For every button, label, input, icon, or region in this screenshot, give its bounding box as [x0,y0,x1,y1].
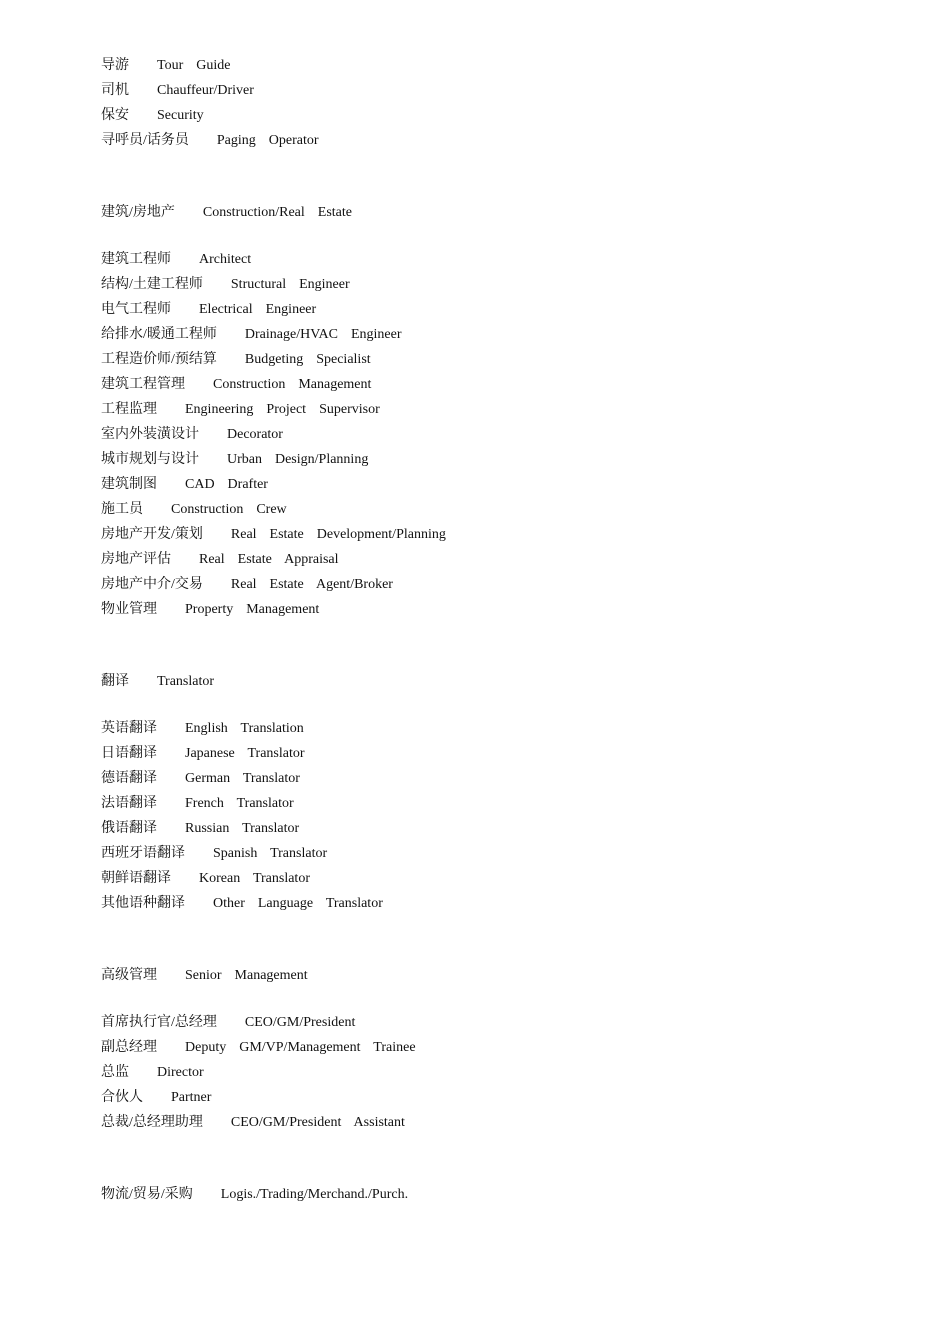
term-zh: 总监 [101,1065,129,1080]
term-row [101,247,950,272]
heading-zh: 翻译 [101,674,129,689]
term-zh: 合伙人 [101,1090,143,1105]
term-zh: 德语翻译 [101,771,157,786]
term-en: Russian Translator [185,821,300,836]
term-en: CAD Drafter [185,477,268,492]
term-en: Tour Guide [157,58,231,73]
term-zh: 电气工程师 [101,302,171,317]
term-zh: 城市规划与设计 [101,452,199,467]
term-en: CEO/GM/President [244,1015,356,1030]
heading-spacer [101,694,950,716]
term-row [101,597,950,622]
term-en: Deputy GM/VP/Management Trainee [185,1040,416,1055]
term-zh: 建筑工程管理 [101,377,185,392]
section-senior-management [101,963,950,1135]
term-en: Spanish Translator [213,846,328,861]
heading-zh: 高级管理 [101,968,157,983]
section-spacer [101,153,950,200]
heading-zh: 建筑/房地产 [101,205,175,220]
term-en: Engineering Project Supervisor [185,402,380,417]
term-zh: 给排水/暖通工程师 [101,327,217,342]
heading-spacer [101,988,950,1010]
term-zh: 首席执行官/总经理 [101,1015,217,1030]
term-row [101,53,950,78]
term-row [101,272,950,297]
section-heading [101,963,950,988]
term-en: Property Management [185,602,320,617]
term-row [101,841,950,866]
term-row [101,1085,950,1110]
term-row [101,741,950,766]
term-en: Architect [199,252,252,267]
term-row [101,716,950,741]
term-en: Chauffeur/Driver [157,83,254,98]
term-row [101,891,950,916]
section-service [101,53,950,153]
term-row [101,128,950,153]
term-zh: 工程造价师/预结算 [101,352,217,367]
term-en: Real Estate Agent/Broker [230,577,393,592]
term-zh: 结构/土建工程师 [101,277,203,292]
term-zh: 房地产开发/策划 [101,527,203,542]
term-row [101,497,950,522]
heading-en: Senior Management [185,968,308,983]
term-en: Construction Crew [171,502,287,517]
term-en: Paging Operator [216,133,319,148]
term-zh: 寻呼员/话务员 [101,133,189,148]
term-en: Budgeting Specialist [244,352,371,367]
term-en: Partner [171,1090,212,1105]
term-en: CEO/GM/President Assistant [230,1115,405,1130]
term-zh: 司机 [101,83,129,98]
term-en: Structural Engineer [230,277,350,292]
term-zh: 总裁/总经理助理 [101,1115,203,1130]
term-zh: 俄语翻译 [101,821,157,836]
term-row [101,103,950,128]
heading-en: Translator [157,674,215,689]
term-row [101,522,950,547]
heading-spacer [101,225,950,247]
term-zh: 物业管理 [101,602,157,617]
term-row [101,1010,950,1035]
term-zh: 朝鲜语翻译 [101,871,171,886]
term-zh: 室内外装潢设计 [101,427,199,442]
term-row [101,572,950,597]
section-translator [101,669,950,916]
term-zh: 建筑工程师 [101,252,171,267]
section-spacer [101,622,950,669]
term-en: Decorator [227,427,283,442]
term-en: Drainage/HVAC Engineer [244,327,402,342]
term-row [101,866,950,891]
term-zh: 副总经理 [101,1040,157,1055]
term-en: French Translator [185,796,294,811]
term-row [101,422,950,447]
term-row [101,816,950,841]
term-zh: 西班牙语翻译 [101,846,185,861]
term-row [101,322,950,347]
term-en: Japanese Translator [185,746,305,761]
term-row [101,472,950,497]
term-zh: 施工员 [101,502,143,517]
term-zh: 建筑制图 [101,477,157,492]
term-zh: 房地产中介/交易 [101,577,203,592]
term-zh: 保安 [101,108,129,123]
term-zh: 房地产评估 [101,552,171,567]
document-page [101,53,950,1207]
term-en: Real Estate Development/Planning [230,527,446,542]
term-row [101,78,950,103]
term-en: Director [157,1065,204,1080]
term-en: Real Estate Appraisal [199,552,339,567]
term-zh: 工程监理 [101,402,157,417]
section-spacer [101,916,950,963]
term-row [101,447,950,472]
section-heading [101,1182,950,1207]
term-row [101,1110,950,1135]
term-en: German Translator [185,771,300,786]
term-row [101,347,950,372]
term-zh: 导游 [101,58,129,73]
term-en: Construction Management [213,377,372,392]
term-row [101,1035,950,1060]
term-row [101,791,950,816]
term-en: English Translation [185,721,304,736]
section-construction [101,200,950,622]
term-zh: 法语翻译 [101,796,157,811]
term-zh: 其他语种翻译 [101,896,185,911]
section-heading [101,200,950,225]
term-en: Security [157,108,204,123]
section-spacer [101,1135,950,1182]
term-en: Electrical Engineer [199,302,317,317]
term-row [101,372,950,397]
term-row [101,547,950,572]
term-row [101,1060,950,1085]
term-en: Korean Translator [199,871,310,886]
term-zh: 日语翻译 [101,746,157,761]
term-en: Urban Design/Planning [227,452,369,467]
heading-en: Construction/Real Estate [202,205,352,220]
section-logistics [101,1182,950,1207]
term-row [101,297,950,322]
term-row [101,766,950,791]
term-zh: 英语翻译 [101,721,157,736]
term-en: Other Language Translator [213,896,383,911]
heading-en: Logis./Trading/Merchand./Purch. [220,1187,409,1202]
term-row [101,397,950,422]
heading-zh: 物流/贸易/采购 [101,1187,193,1202]
section-heading [101,669,950,694]
